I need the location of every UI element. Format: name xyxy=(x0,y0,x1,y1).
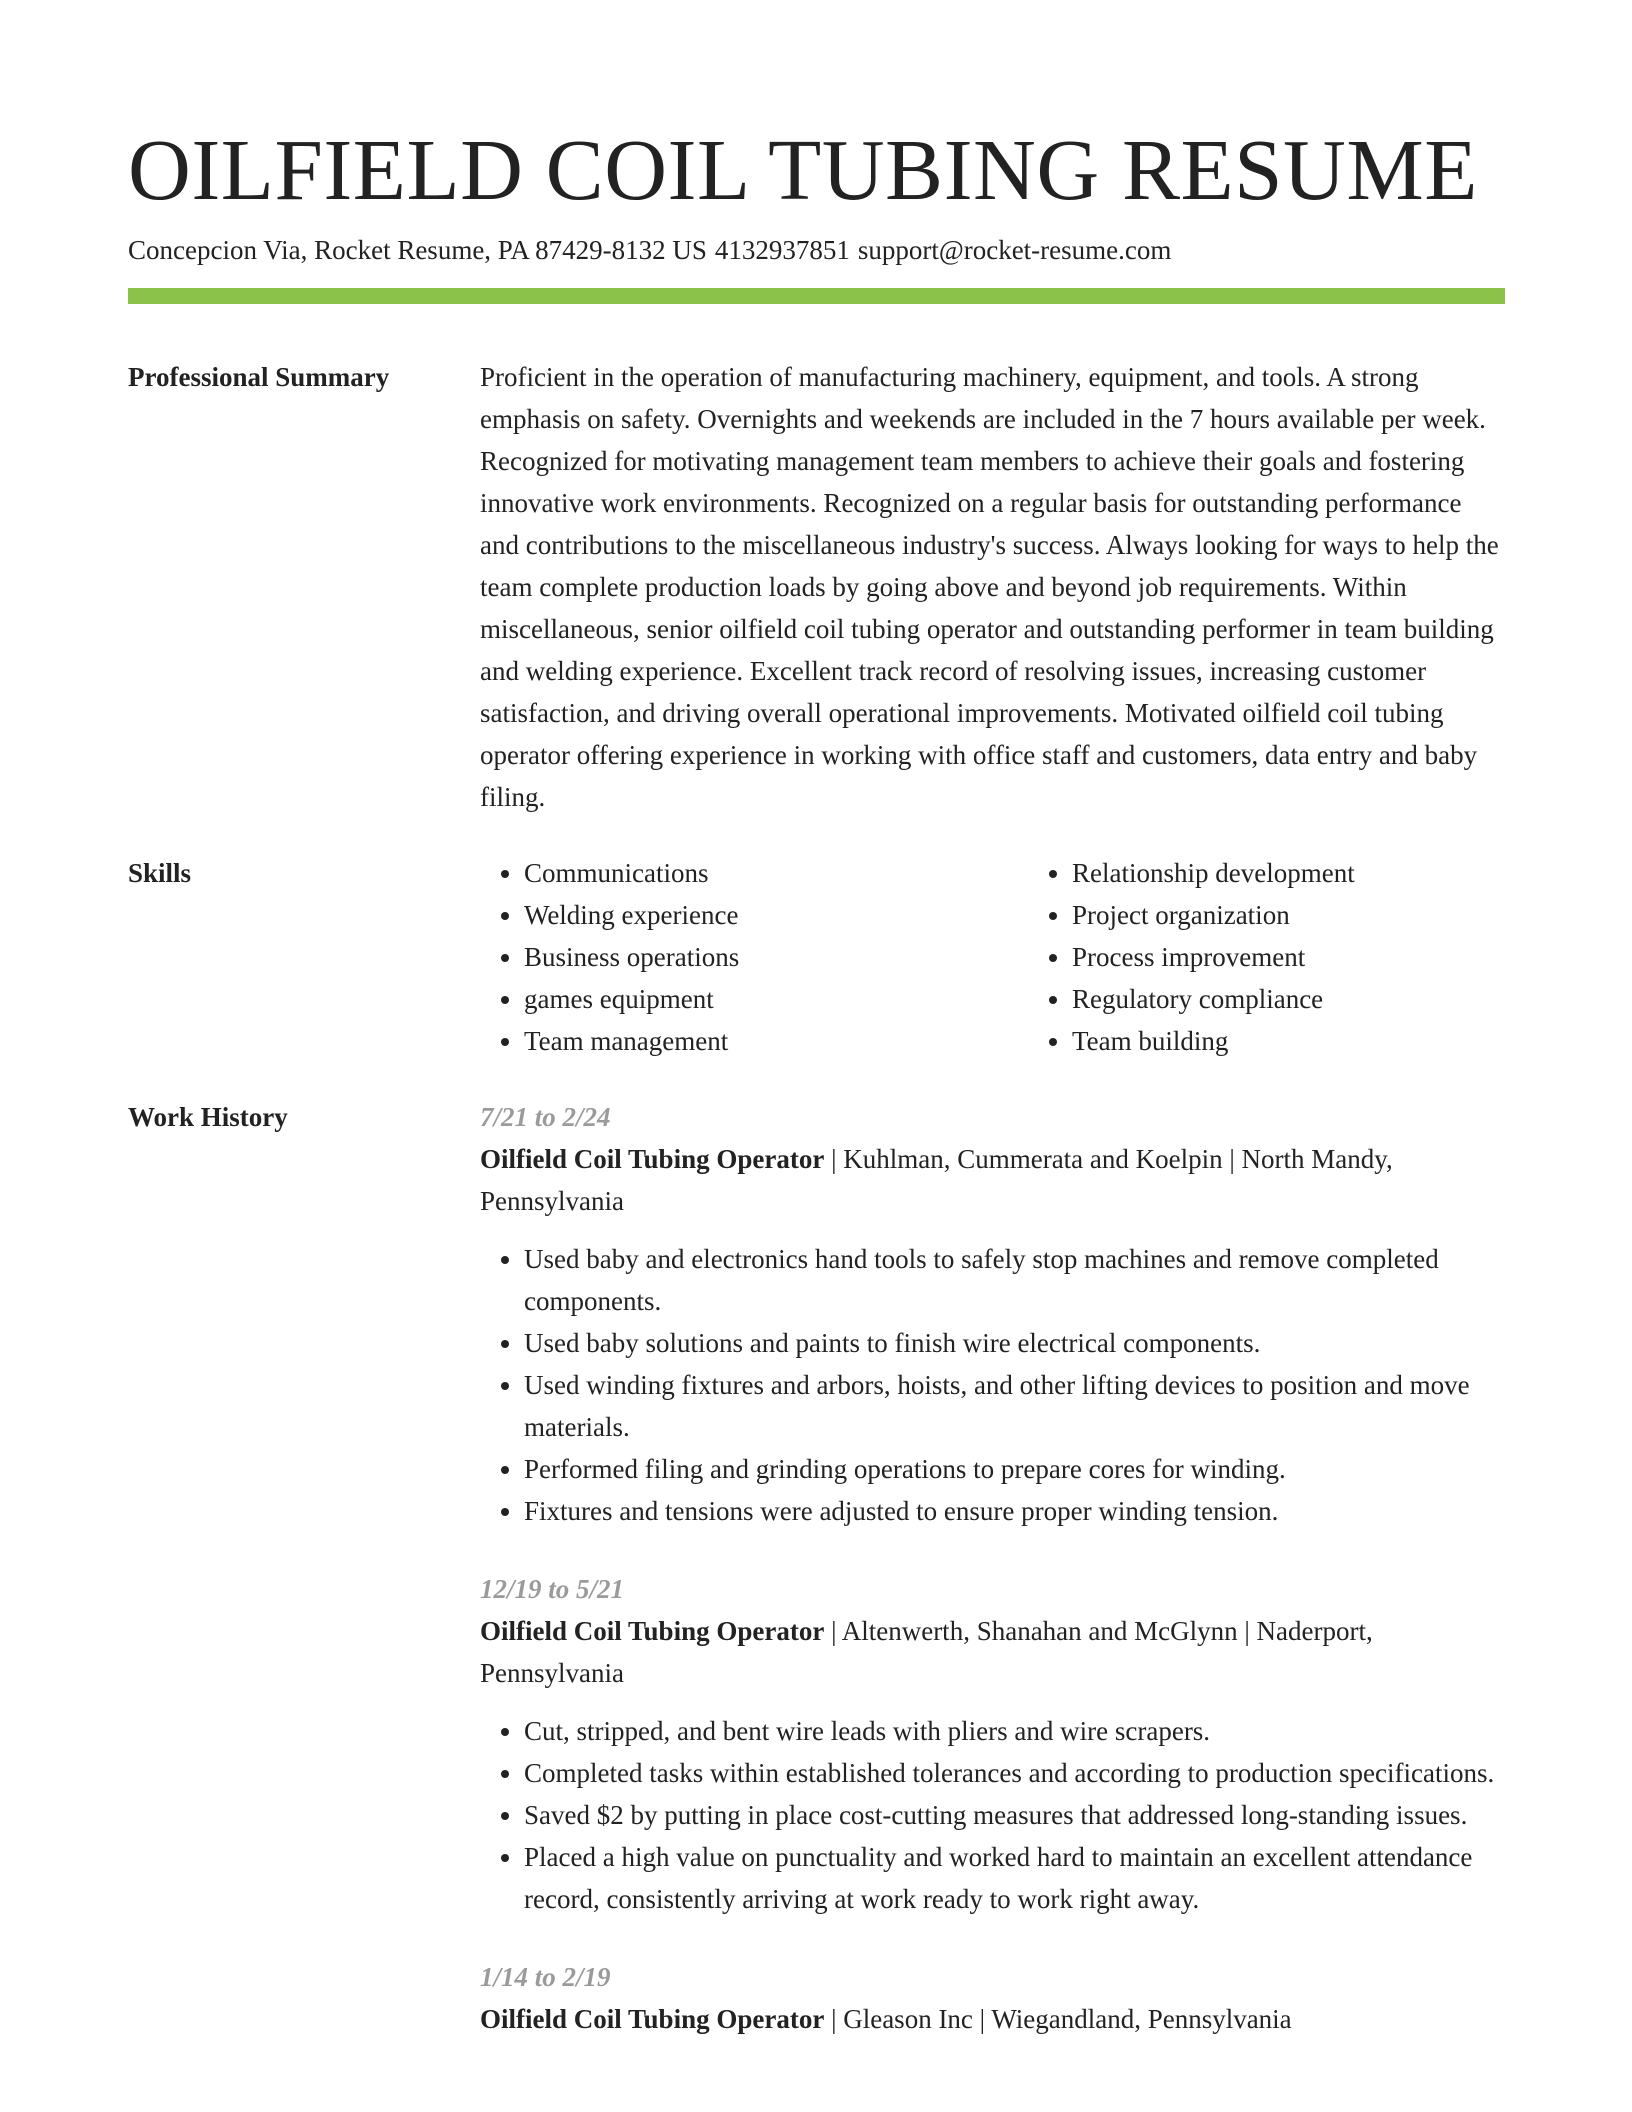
job-title: Oilfield Coil Tubing Operator xyxy=(480,1616,825,1646)
skill-item: • Team building xyxy=(1072,1020,1576,1062)
work-history-section xyxy=(128,1096,1505,2076)
contact-address: Concepcion Via, Rocket Resume, PA 87429-8132 US xyxy=(128,235,707,265)
job-bullet: • Saved $2 by putting in place cost-cutting measures that addressed long-standing issues. xyxy=(524,1794,1505,1836)
job-heading xyxy=(480,1138,1505,1222)
job-bullet: • Performed filing and grinding operations to prepare cores for winding. xyxy=(524,1448,1505,1490)
job-title: Oilfield Coil Tubing Operator xyxy=(480,2004,825,2034)
header-divider xyxy=(128,288,1505,304)
job-dates: 1/14 to 2/19 xyxy=(480,1962,611,1992)
job-dates: 7/21 to 2/24 xyxy=(480,1102,611,1132)
skills-list-right xyxy=(1028,852,1576,1062)
summary-body xyxy=(480,356,1505,818)
contact-phone: 4132937851 xyxy=(714,235,850,265)
skill-item: • Team management xyxy=(524,1020,1028,1062)
skill-item: • Communications xyxy=(524,852,1028,894)
skill-item: • Process improvement xyxy=(1072,936,1576,978)
contact-email: support@rocket-resume.com xyxy=(857,235,1172,265)
job-bullet: • Used winding fixtures and arbors, hoists, and other lifting devices to position and move materials. xyxy=(524,1364,1505,1448)
job-heading xyxy=(480,1998,1505,2040)
resume-title: OILFIELD COIL TUBING RESUME xyxy=(128,121,1478,218)
job-bullet: • Completed tasks within established tolerances and according to production specifications. xyxy=(524,1752,1505,1794)
summary-section xyxy=(128,356,1505,818)
job-bullet: • Used baby and electronics hand tools to safely stop machines and remove completed components. xyxy=(524,1238,1505,1322)
work-history-body xyxy=(480,1096,1505,2076)
resume-page xyxy=(128,120,1505,2076)
contact-line xyxy=(128,230,1505,270)
skill-item: • Regulatory compliance xyxy=(1072,978,1576,1020)
skill-item: • Project organization xyxy=(1072,894,1576,936)
job-entry xyxy=(480,1096,1505,1532)
skills-body xyxy=(480,852,1576,1062)
job-bullet: • Fixtures and tensions were adjusted to ensure proper winding tension. xyxy=(524,1490,1505,1532)
job-bullets xyxy=(480,1238,1505,1532)
skills-list-left xyxy=(480,852,1028,1062)
job-title: Oilfield Coil Tubing Operator xyxy=(480,1144,825,1174)
job-bullet: • Placed a high value on punctuality and worked hard to maintain an excellent attendance record, consistently arriving at work ready to work right away. xyxy=(524,1836,1505,1920)
skill-item: • Welding experience xyxy=(524,894,1028,936)
summary-heading: Professional Summary xyxy=(128,362,390,392)
job-dates: 12/19 to 5/21 xyxy=(480,1574,625,1604)
work-history-heading: Work History xyxy=(128,1102,288,1132)
job-employer-location: | Gleason Inc | Wiegandland, Pennsylvania xyxy=(824,2004,1292,2034)
job-employer-location: | Kuhlman, Cummerata and Koelpin | North Mandy, Pennsylvania xyxy=(480,1144,1393,1216)
job-bullet: • Used baby solutions and paints to finish wire electrical components. xyxy=(524,1322,1505,1364)
skills-heading: Skills xyxy=(128,858,192,888)
job-entry xyxy=(480,1568,1505,1920)
summary-text: Proficient in the operation of manufacturing machinery, equipment, and tools. A strong emphasis on safety. Overnights and weekends are included in the 7 hours available per week. Recognized for motivating management team members to achieve their goals and fostering innovative work environments. Recognized on a regular basis for outstanding performance and contributions to the miscellaneous industry's success. Always looking for ways to help the team complete production loads by going above and beyond job requirements. Within miscellaneous, senior oilfield coil tubing operator and outstanding performer in team building and welding experience. Excellent track record of resolving issues, increasing customer satisfaction, and driving overall operational improvements. Motivated oilfield coil tubing operator offering experience in working with office staff and customers, data entry and baby filing. xyxy=(480,362,1499,812)
job-bullet: • Cut, stripped, and bent wire leads with pliers and wire scrapers. xyxy=(524,1710,1505,1752)
job-heading xyxy=(480,1610,1505,1694)
skill-item: • Business operations xyxy=(524,936,1028,978)
skill-item: • Relationship development xyxy=(1072,852,1576,894)
job-bullets xyxy=(480,1710,1505,1920)
skill-item: • games equipment xyxy=(524,978,1028,1020)
skills-section xyxy=(128,852,1505,1062)
job-entry xyxy=(480,1956,1505,2040)
job-employer-location: | Altenwerth, Shanahan and McGlynn | Naderport, Pennsylvania xyxy=(480,1616,1373,1688)
